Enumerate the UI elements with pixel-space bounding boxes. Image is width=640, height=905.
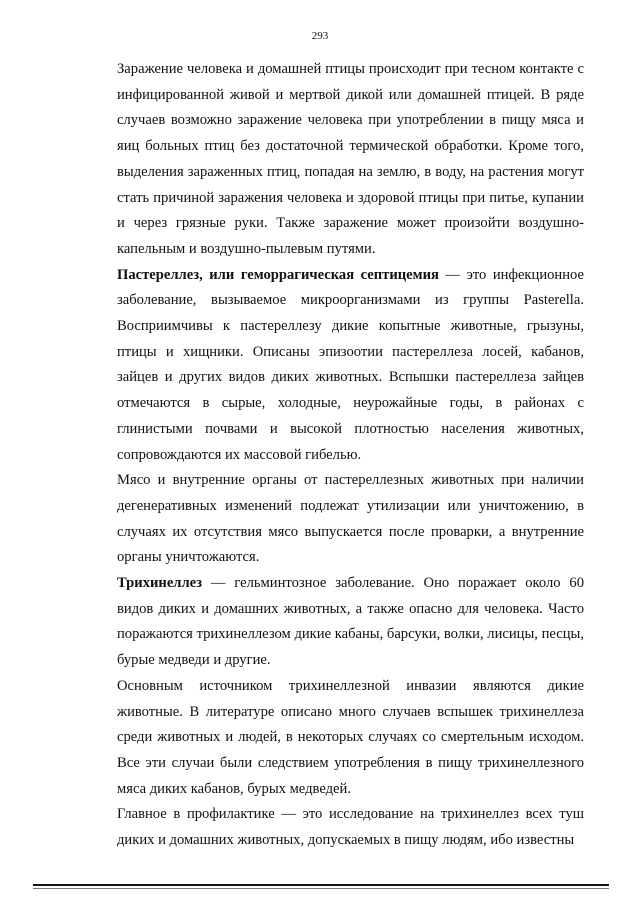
term-trichinellosis: Трихинеллез [117,575,203,592]
footer-rule [33,884,609,886]
paragraph-text: Заражение человека и домашней птицы происходит при тесном контакте с инфицированной живой и мертвой дикой или домашней птицей. В ряде случаев возможно заражение человека при употреблении в пищу мяса и яиц больных птиц без достаточной термической обработки. Кроме того, выделения зараженных птиц, попадая на землю, в воду, на растения могут стать причиной заражения человека и здоровой птицы при питье, купании и через грязные руки. Также заражение может произойти воздушно-капельным и воздушно-пылевым путями. [117,61,584,257]
page-body [117,57,584,854]
paragraph-invasion-source [117,674,584,803]
paragraph-text: Мясо и внутренние органы от пастереллезных животных при наличии дегенеративных изменений подлежат утилизации или уничтожению, в случаях их отсутствия мясо выпускается после проварки, а внутренние органы уничтожаются. [117,472,584,566]
page-number: 293 [311,30,329,42]
footer-rule-thin [33,888,609,889]
paragraph-text: — это инфекционное заболевание, вызываемое микроорганизмами из группы Pasterella. Восприимчивы к пастереллезу дикие копытные животные, грызуны, птицы и хищники. Описаны эпизоотии пастереллеза лосей, кабанов, зайцев и других видов диких животных. Вспышки пастереллеза зайцев отмечаются в сырые, холодные, неурожайные годы, в районах с глинистыми почвами и высокой плотностью населения животных, сопровождаются их массовой гибелью. [117,266,584,463]
paragraph-text: Главное в профилактике — это исследование на трихинеллез всех туш диких и домашних животных, допускаемых в пищу людям, ибо известны [117,806,584,849]
paragraph-meat-disposal [117,468,584,571]
paragraph-pasteurellosis [117,263,584,469]
term-pasteurellosis: Пастереллез, или геморрагическая септицемия [117,266,439,283]
paragraph-bird-infection [117,57,584,263]
paragraph-text: Основным источником трихинеллезной инвазии являются дикие животные. В литературе описано много случаев вспышек трихинеллеза среди животных и людей, в некоторых случаях со смертельным исходом. Все эти случаи были следствием употребления в пищу трихинеллезного мяса диких кабанов, бурых медведей. [117,677,584,797]
paragraph-trichinellosis [117,571,584,674]
paragraph-text: — гельминтозное заболевание. Оно поражает около 60 видов диких и домашних животных, а также опасно для человека. Часто поражаются трихинеллезом дикие кабаны, барсуки, волки, лисицы, песцы, бурые медведи и другие. [117,575,584,669]
paragraph-prevention [117,802,584,853]
